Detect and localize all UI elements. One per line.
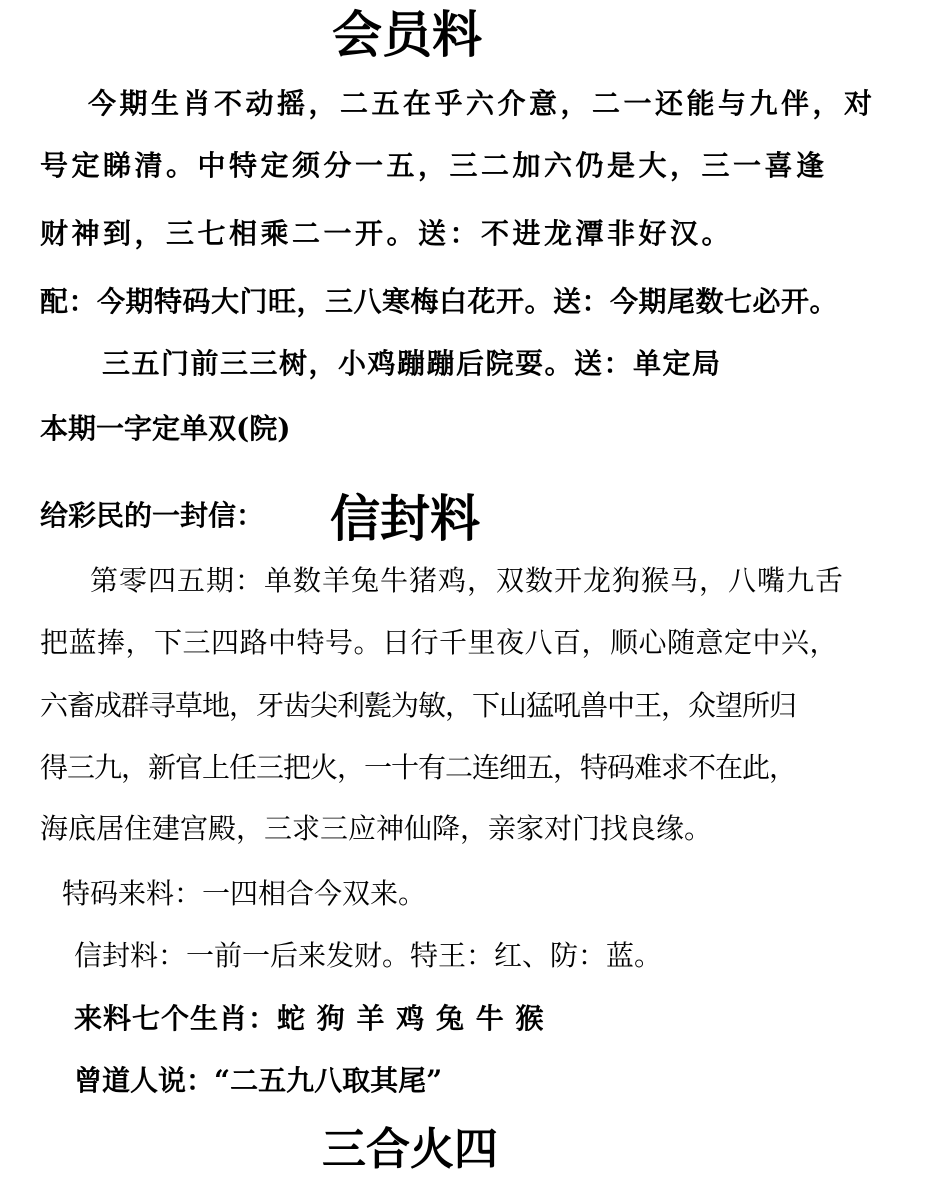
envelope-material-title: 信封料: [330, 489, 480, 548]
footer-title: 三合火四: [322, 1124, 498, 1175]
zodiac-item: 来料七个生肖：蛇 狗 羊 鸡 兔 牛 猴: [74, 1002, 545, 1035]
letter-intro: 给彩民的一封信：: [40, 499, 265, 532]
special-code-item: 特码来料：一四相合今双来。: [62, 877, 427, 910]
member-line-6: 本期一字定单双(院): [40, 412, 291, 445]
envelope-line-1: 第零四五期：单数羊兔牛猪鸡，双数开龙狗猴马，八嘴九舌: [90, 564, 845, 597]
member-line-4: 配：今期特码大门旺，三八寒梅白花开。送：今期尾数七必开。: [40, 285, 839, 318]
envelope-line-5: 海底居住建宫殿，三求三应神仙降，亲家对门找良缘。: [40, 812, 713, 845]
member-line-2: 号定睇清。中特定须分一五，三二加六仍是大，三一喜逢: [40, 149, 828, 182]
envelope-item: 信封料：一前一后来发财。特王：红、防：蓝。: [74, 939, 663, 972]
envelope-line-2: 把蓝捧，下三四路中特号。日行千里夜八百，顺心随意定中兴，: [40, 626, 839, 659]
member-line-3: 财神到，三七相乘二一开。送：不进龙潭非好汉。: [40, 217, 734, 250]
envelope-line-4: 得三九，新官上任三把火，一十有二连细五，特码难求不在此，: [40, 751, 797, 784]
member-line-5: 三五门前三三树，小鸡蹦蹦后院耍。送：单定局: [102, 347, 722, 380]
quote-item: 曾道人说：“二五九八取其尾”: [74, 1064, 443, 1097]
envelope-line-3: 六畜成群寻草地，牙齿尖利甏为敏，下山猛吼兽中王，众望所归: [40, 689, 797, 722]
member-line-1: 今期生肖不动摇，二五在乎六介意，二一还能与九伴，对: [88, 87, 876, 120]
member-material-title: 会员料: [332, 5, 482, 64]
